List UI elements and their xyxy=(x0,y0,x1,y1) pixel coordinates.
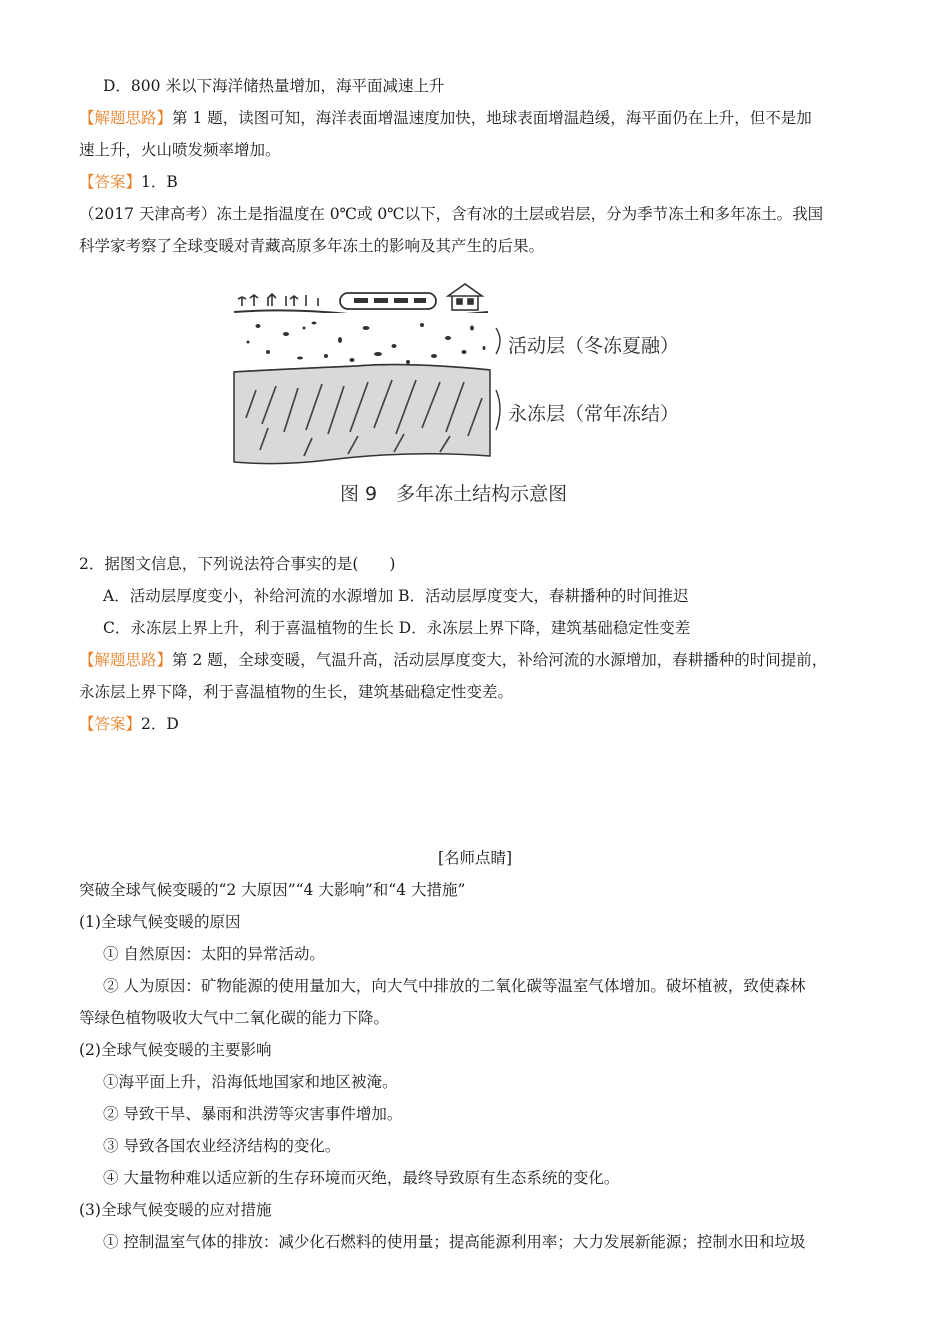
section-3-item-1: ① 控制温室气体的排放：减少化石燃料的使用量；提高能源利用率；大力发展新能源；控制水田和垃圾 xyxy=(103,1233,806,1251)
answer-text: 1．B xyxy=(141,173,178,191)
section-2-item-3: ③ 导致各国农业经济结构的变化。 xyxy=(103,1137,341,1155)
permafrost-diagram xyxy=(228,268,768,518)
q2-stem: 2．据图文信息，下列说法符合事实的是( ) xyxy=(79,555,396,573)
section-1-item-1: ① 自然原因：太阳的异常活动。 xyxy=(103,945,325,963)
section-1-item-2: ② 人为原因：矿物能源的使用量加大，向大气中排放的二氧化碳等温室气体增加。破坏植被，致使森林 xyxy=(103,977,806,995)
q1-option-d: D．800 米以下海洋储热量增加，海平面减速上升 xyxy=(103,77,445,95)
q2-options-ab: A．活动层厚度变小，补给河流的水源增加 B．活动层厚度变大，春耕播种的时间推迟 xyxy=(103,587,689,605)
q1-analysis xyxy=(79,107,890,129)
section-2-title: (2)全球气候变暖的主要影响 xyxy=(79,1041,272,1059)
train-illustration xyxy=(340,293,436,309)
analysis-text: 第 2 题，全球变暖，气温升高，活动层厚度变大，补给河流的水源增加，春耕播种的时间提前， xyxy=(172,651,828,669)
answer-tag: 【答案】 xyxy=(79,715,142,733)
tips-summary: 突破全球气候变暖的“2 大原因”“4 大影响”和“4 大措施” xyxy=(79,881,466,899)
answer-text: 2．D xyxy=(141,715,179,733)
house-illustration xyxy=(448,284,482,310)
label-active-layer: 活动层（冬冻夏融） xyxy=(508,335,680,357)
section-1-title: (1)全球气候变暖的原因 xyxy=(79,913,241,931)
section-2-item-2: ② 导致干旱、暴雨和洪涝等灾害事件增加。 xyxy=(103,1105,403,1123)
label-permafrost: 永冻层（常年冻结） xyxy=(508,403,680,425)
section-3-title: (3)全球气候变暖的应对措施 xyxy=(79,1201,272,1219)
q2-options-cd: C．永冻层上界上升，利于喜温植物的生长 D．永冻层上界下降，建筑基础稳定性变差 xyxy=(103,619,691,637)
tips-heading: [名师点睛] xyxy=(437,849,513,867)
q2-analysis-cont: 永冻层上界下降，利于喜温植物的生长，建筑基础稳定性变差。 xyxy=(79,683,514,701)
analysis-tag: 【解题思路】 xyxy=(79,109,173,127)
layer-bracket-permafrost xyxy=(496,390,500,430)
section-2-item-4: ④ 大量物种难以适应新的生存环境而灭绝，最终导致原有生态系统的变化。 xyxy=(103,1169,620,1187)
intro-text-cont: 科学家考察了全球变暖对青藏高原多年冻土的影响及其产生的后果。 xyxy=(79,237,545,255)
q1-analysis-cont: 速上升，火山喷发频率增加。 xyxy=(79,141,281,159)
surface-vegetation xyxy=(238,294,318,306)
section-2-item-1: ①海平面上升，沿海低地国家和地区被淹。 xyxy=(103,1073,398,1091)
section-1-item-2-cont: 等绿色植物吸收大气中二氧化碳的能力下降。 xyxy=(79,1009,390,1027)
figure-caption: 图 9 多年冻土结构示意图 xyxy=(340,483,568,505)
intro-text: （2017 天津高考）冻土是指温度在 0℃或 0℃以下，含有冰的土层或岩层，分为季节冻土和多年冻土。我国 xyxy=(79,205,824,223)
q2-analysis xyxy=(79,649,890,671)
analysis-text: 第 1 题，读图可知，海洋表面增温速度加快，地球表面增温趋缓，海平面仍在上升，但不是加 xyxy=(172,109,812,127)
q1-answer xyxy=(79,171,890,193)
analysis-tag: 【解题思路】 xyxy=(79,651,173,669)
answer-tag: 【答案】 xyxy=(79,173,142,191)
layer-bracket-active xyxy=(496,328,500,354)
q2-answer xyxy=(79,713,890,735)
active-layer xyxy=(234,313,490,371)
